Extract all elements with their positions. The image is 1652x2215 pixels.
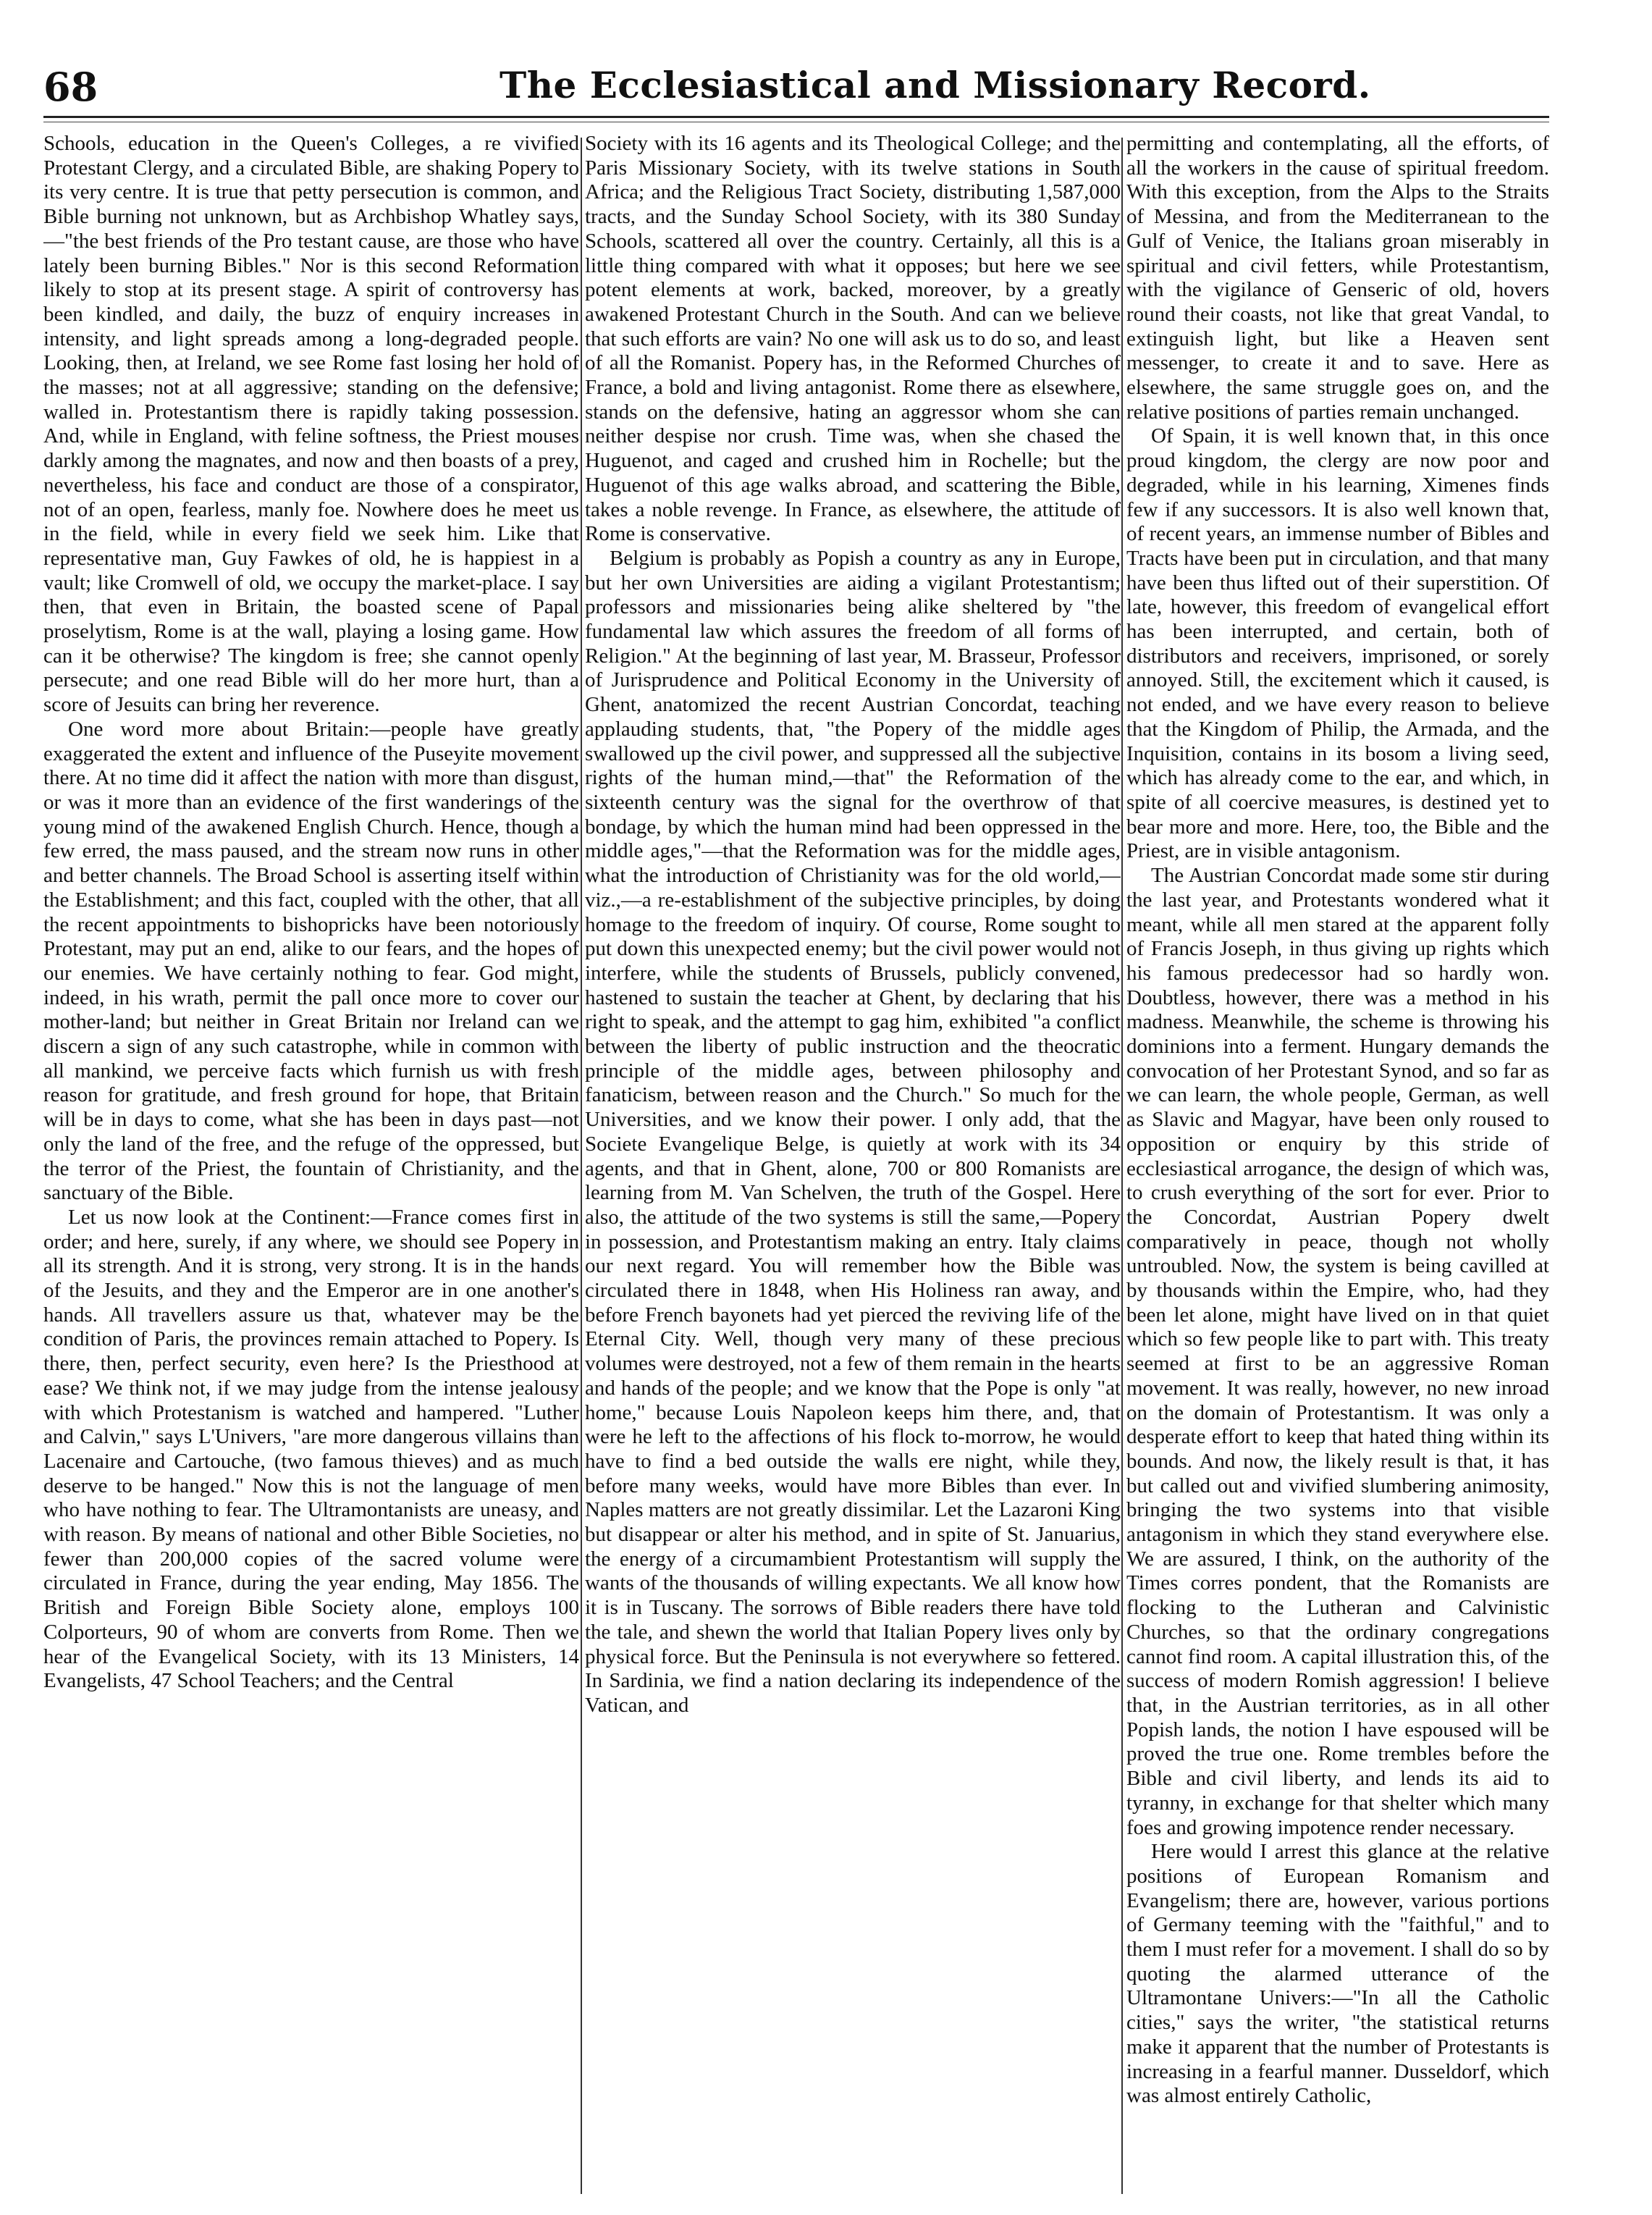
paragraph: Schools, education in the Queen's Colleges, a re vivified Protestant Clergy, and a circulated Bible, are shaking Popery to its very centre. It is true that petty persecution is common, and Bible burning not unknown, but as Archbishop Whatley says,—"the best friends of the Pro testant cause, are those who have lately been burning Bibles." Nor is this second Reformation likely to stop at its present stage. A spirit of controversy has been kindled, and daily, the buzz of enquiry increases in intensity, and light spreads among a long-degraded people. Looking, then, at Ireland, we see Rome fast losing her hold of the masses; not at all aggressive; standing on the defensive; walled in. Protestantism there is rapidly taking possession. And, while in England, with feline softness, the Priest mouses darkly among the magnates, and now and then boasts of a prey, nevertheless, his face and conduct are those of a conspirator, not of an open, fearless, manly foe. Nowhere does he meet us in the field, while in every field we seek him. Like that representative man, Guy Fawkes of old, he is happiest in a vault; like Cromwell of old, we occupy the market-place. I say then, that even in Britain, the boasted scene of Papal proselytism, Rome is at the wall, playing a losing game. How can it be otherwise? The kingdom is free; she cannot openly persecute; and one read Bible will do her more hurt, than a score of Jesuits can bring her reverence. <box>43 132 579 717</box>
column-divider <box>1121 138 1123 2194</box>
paragraph: Here would I arrest this glance at the relative positions of European Romanism and Evangelism; there are, however, various portions of Germany teeming with the "faithful," and to them I must refer for a movement. I shall do so by quoting the alarmed utterance of the Ultramontane Univers:—"In all the Catholic cities," says the writer, "the statistical returns make it apparent that the number of Protestants is increasing in a fearful manner. Dusseldorf, which was almost entirely Catholic, <box>1126 1840 1549 2108</box>
paragraph: Belgium is probably as Popish a country as any in Europe, but her own Universities are aiding a vigilant Protestantism; professors and missionaries being alike sheltered by "the fundamental law which assures the freedom of all forms of Religion." At the beginning of last year, M. Brasseur, Professor of Jurisprudence and Political Economy in the University of Ghent, anatomized the recent Austrian Concordat, teaching applauding students, that, "the Popery of the middle ages swallowed up the civil power, and suppressed all the subjective rights of the human mind,—that" the Reformation of the sixteenth century was the signal for the overthrow of that bondage, by which the human mind had been oppressed in the middle ages,"—that the Reformation was for the middle ages, what the introduction of Christianity was for the old world,—viz.,—a re-establishment of the subjective principles, by doing homage to the freedom of inquiry. Of course, Rome sought to put down this unexpected enemy; but the civil power would not interfere, while the students of Brussels, publicly convened, hastened to sustain the teacher at Ghent, by declaring that his right to speak, and the attempt to gag him, exhibited "a conflict between the liberty of public instruction and the theocratic principle of the middle ages, between philosophy and fanaticism, between reason and the Church." So much for the Universities, and we know their power. I only add, that the Societe Evangelique Belge, is quietly at work with its 34 agents, and that in Ghent, alone, 700 or 800 Romanists are learning from M. Van Schelven, the truth of the Gospel. Here also, the attitude of the two systems is still the same,—Popery in possession, and Protestantism making an entry. Italy claims our next regard. You will remember how the Bible was circulated there in 1848, when His Holiness ran away, and before French bayonets had yet pierced the reviving life of the Eternal City. Well, though very many of these precious volumes were destroyed, not a few of them remain in the hearts and hands of the people; and we know that the Pope is only "at home," because Louis Napoleon keeps him there, and, that were he left to the affections of his flock to-morrow, he would have to find a bed outside the walls ere night, while they, before many weeks, would have more Bibles than ever. In Naples matters are not greatly dissimilar. Let the Lazaroni King but disappear or alter his method, and in spite of St. Januarius, the energy of a circumambient Protestantism will supply the wants of the thousands of willing expectants. We all know how it is in Tuscany. The sorrows of Bible readers there have told the tale, and shewn the world that Italian Popery lives only by physical force. But the Peninsula is not everywhere so fettered. In Sardinia, we find a nation declaring its independence of the Vatican, and <box>585 546 1121 1717</box>
paragraph: Society with its 16 agents and its Theological College; and the Paris Missionary Society, with its twelve stations in South Africa; and the Religious Tract Society, distributing 1,587,000 tracts, and the Sunday School Society, with its 380 Sunday Schools, scattered all over the country. Certainly, all this is a little thing compared with what it opposes; but here we see potent elements at work, backed, moreover, by a greatly awakened Protestant Church in the South. And can we believe that such efforts are vain? No one will ask us to do so, and least of all the Romanist. Popery has, in the Reformed Churches of France, a bold and living antagonist. Rome there as elsewhere, stands on the defensive, hating an aggressor whom she can neither despise nor crush. Time was, when she chased the Huguenot, and caged and crushed him in Rochelle; but the Huguenot of this age walks abroad, and scattering the Bible, takes a noble revenge. In France, as elsewhere, the attitude of Rome is conservative. <box>585 132 1121 546</box>
text-column-3 <box>1126 132 1549 2195</box>
column-divider <box>581 138 582 2194</box>
paragraph: permitting and contemplating, all the efforts, of all the workers in the cause of spiritual freedom. With this exception, from the Alps to the Straits of Messina, and from the Mediterranean to the Gulf of Venice, the Italians groan miserably in spiritual and civil fetters, while Protestantism, with the vigilance of Genseric of old, hovers round their coasts, not like that great Vandal, to extinguish light, but like a Heaven sent messenger, to create it and to save. Here as elsewhere, the same struggle goes on, and the relative positions of parties remain unchanged. <box>1126 132 1549 424</box>
journal-title: The Ecclesiastical and Missionary Record. <box>500 64 1371 106</box>
page-number: 68 <box>43 64 98 110</box>
paragraph: Of Spain, it is well known that, in this once proud kingdom, the clergy are now poor and degraded, while in his learning, Ximenes finds few if any successors. It is also well known that, of recent years, an immense number of Bibles and Tracts have been put in circulation, and that many have been thus lifted out of their superstition. Of late, however, this freedom of evangelical effort has been interrupted, and certain, both of distributors and receivers, imprisoned, or sorely annoyed. Still, the excitement which it caused, is not ended, and we have every reason to believe that the Kingdom of Philip, the Armada, and the Inquisition, contains in its bosom a living seed, which has already come to the ear, and which, in spite of all coercive measures, is destined yet to bear more and more. Here, too, the Bible and the Priest, are in visible antagonism. <box>1126 424 1549 863</box>
text-column-2 <box>585 132 1121 2195</box>
page-header <box>43 64 1549 122</box>
paragraph: Let us now look at the Continent:—France comes first in order; and here, surely, if any where, we should see Popery in all its strength. And it is strong, very strong. It is in the hands of the Jesuits, and they and the Emperor are in one another's hands. All travellers assure us that, whatever may be the condition of Paris, the provinces remain attached to Popery. Is there, then, perfect security, even here? Is the Priesthood at ease? We think not, if we may judge from the intense jealousy with which Protestanism is watched and hampered. "Luther and Calvin," says L'Univers, "are more dangerous villains than Lacenaire and Cartouche, (two famous thieves) and as much deserve to be hanged." Now this is not the language of men who have nothing to fear. The Ultramontanists are uneasy, and with reason. By means of national and other Bible Societies, no fewer than 200,000 copies of the sacred volume were circulated in France, during the year ending, May 1856. The British and Foreign Bible Society alone, employs 100 Colporteurs, 90 of whom are converts from Rome. Then we hear of the Evangelical Society, with its 13 Ministers, 14 Evangelists, 47 School Teachers; and the Central <box>43 1205 579 1693</box>
header-rule <box>43 116 1549 118</box>
paragraph: One word more about Britain:—people have greatly exaggerated the extent and influence of the Puseyite movement there. At no time did it affect the nation with more than disgust, or was it more than an evidence of the first wanderings of the young mind of the awakened English Church. Hence, though a few erred, the mass paused, and the stream now runs in other and better channels. The Broad School is asserting itself within the Establishment; and this fact, coupled with the other, that all the recent appointments to bishopricks have been notoriously Protestant, may put an end, alike to our fears, and the hopes of our enemies. We have certainly nothing to fear. God might, indeed, in his wrath, permit the pall once more to cover our mother-land; but neither in Great Britain nor Ireland can we discern a sign of any such catastrophe, while in common with all mankind, we perceive facts which furnish us with fresh reason for gratitude, and fresh ground for hope, that Britain will be in days to come, what she has been in days past—not only the land of the free, and the refuge of the oppressed, but the terror of the Priest, the fountain of Christianity, and the sanctuary of the Bible. <box>43 717 579 1205</box>
paragraph: The Austrian Concordat made some stir during the last year, and Protestants wondered what it meant, while all men stared at the apparent folly of Francis Joseph, in thus giving up rights which his famous predecessor had so hardly won. Doubtless, however, there was a method in his madness. Meanwhile, the scheme is throwing his dominions into a ferment. Hungary demands the convocation of her Protestant Synod, and so far as we can learn, the whole people, German, as well as Slavic and Magyar, have been only roused to opposition or enquiry by this stride of ecclesiastical arrogance, the design of which was, to crush everything of the sort for ever. Prior to the Concordat, Austrian Popery dwelt comparatively in peace, though not wholly untroubled. Now, the system is being cavilled at by thousands within the Empire, who, had they been let alone, might have lived on in that quiet which so few people like to part with. This treaty seemed at first to be an aggressive Roman movement. It was really, however, no new inroad on the domain of Protestantism. It was only a desperate effort to keep that hated thing within its bounds. And now, the likely result is that, it has but called out and vivified slumbering animosity, bringing the two systems into that visible antagonism in which they stand everywhere else. We are assured, I think, on the authority of the Times corres pondent, that the Romanists are flocking to the Lutheran and Calvinistic Churches, so that the ordinary congregations cannot find room. A capital illustration this, of the success of modern Romish aggression! I believe that, in the Austrian territories, as in all other Popish lands, the notion I have espoused will be proved the true one. Rome trembles before the Bible and civil liberty, and lends its aid to tyranny, in exchange for that shelter which many foes and growing impotence render necessary. <box>1126 864 1549 1839</box>
text-column-1 <box>43 132 579 2195</box>
